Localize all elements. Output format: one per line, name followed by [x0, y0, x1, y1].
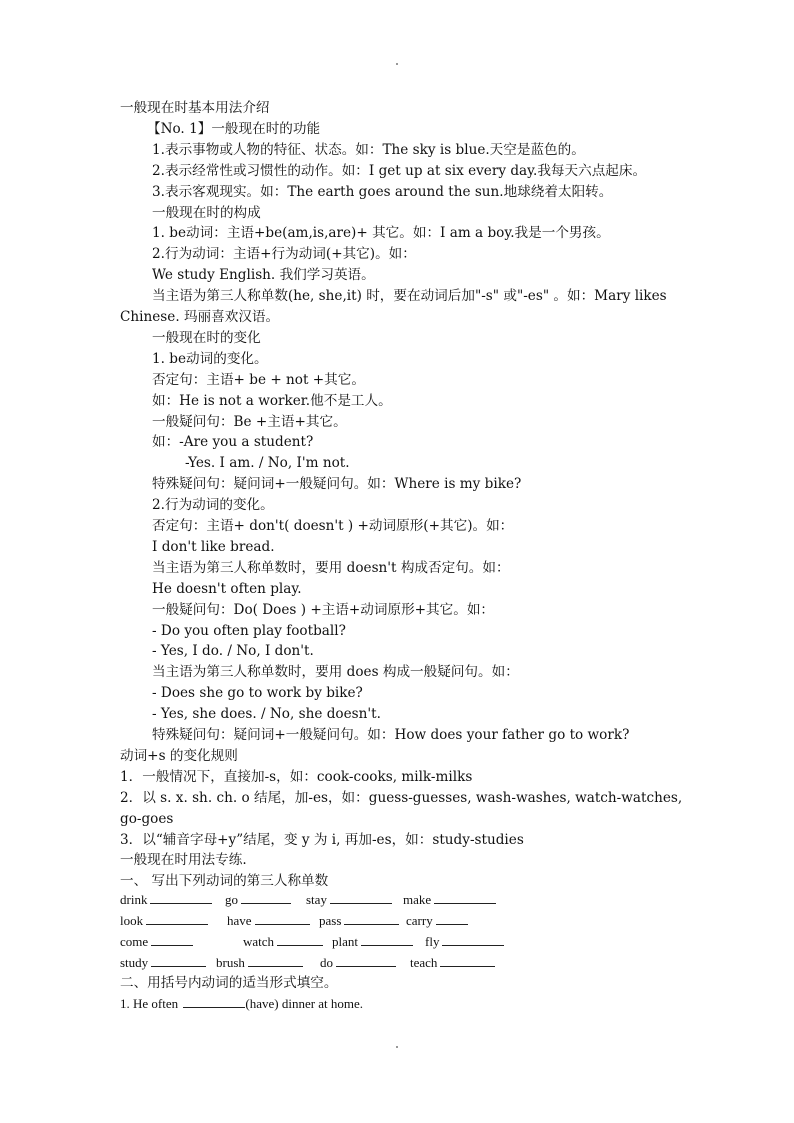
answer-blank[interactable] [151, 954, 206, 967]
verb-word: come [120, 934, 149, 949]
verb-blank-item [406, 911, 468, 931]
text-line: 2.行为动词：主语+行为动词(+其它)。如： [152, 246, 416, 263]
answer-blank[interactable] [151, 933, 193, 946]
verb-blank-item [332, 932, 413, 952]
verb-blank-item [120, 953, 206, 973]
answer-blank[interactable] [277, 933, 323, 946]
verb-word: do [320, 955, 333, 970]
text-line: 一般疑问句：Do( Does ) +主语+动词原形+其它。如： [152, 601, 495, 618]
verb-blank-item [320, 953, 396, 973]
answer-blank[interactable] [255, 912, 310, 925]
answer-blank[interactable] [434, 891, 496, 904]
text-line: 1．一般情况下，直接加-s，如：cook-cooks, milk-milks [120, 768, 473, 785]
verb-blank-item [306, 890, 392, 910]
question-1-verb: (have) [245, 996, 279, 1011]
verb-blank-item [225, 890, 291, 910]
verb-blank-item [410, 953, 495, 973]
text-line: 当主语为第三人称单数时，要用 doesn't 构成否定句。如： [152, 559, 510, 576]
verb-blank-item [319, 911, 399, 931]
verb-word: fly [425, 934, 440, 949]
text-line: 特殊疑问句：疑问词+一般疑问句。如：How does your father go to work? [152, 727, 630, 743]
text-line: 2.表示经常性或习惯性的动作。如：I get up at six every day.我每天六点起床。 [152, 162, 647, 179]
text-line: 一般现在时基本用法介绍 [120, 100, 270, 116]
text-line: 3．以“辅音字母+y”结尾，变 y 为 i, 再加-es，如：study-studies [120, 831, 524, 848]
answer-blank[interactable] [248, 954, 303, 967]
verb-word: look [120, 913, 144, 928]
verb-blank-item [243, 932, 323, 952]
verb-word: pass [319, 913, 342, 928]
verb-blank-item [227, 911, 310, 931]
verb-word: study [120, 955, 149, 970]
text-line: 否定句：主语+ be + not +其它。 [152, 371, 365, 388]
answer-blank[interactable] [436, 912, 468, 925]
verb-blank-item [216, 953, 303, 973]
text-line: We study English. 我们学习英语。 [152, 267, 375, 284]
text-line: Chinese. 玛丽喜欢汉语。 [120, 309, 280, 325]
text-line: 一般疑问句：Be +主语+其它。 [152, 413, 347, 430]
verb-word: plant [332, 934, 358, 949]
answer-blank[interactable] [361, 933, 413, 946]
text-line: 动词+s 的变化规则 [120, 747, 238, 764]
text-line: 当主语为第三人称单数时，要用 does 构成一般疑问句。如： [152, 664, 519, 681]
verb-word: stay [306, 892, 327, 907]
text-line: 1. be动词的变化。 [152, 350, 268, 367]
answer-blank[interactable] [146, 912, 208, 925]
answer-blank[interactable] [336, 954, 396, 967]
text-line: 一般现在时的变化 [152, 329, 261, 346]
answer-blank[interactable] [241, 891, 291, 904]
answer-blank[interactable] [150, 891, 212, 904]
answer-blank[interactable] [330, 891, 392, 904]
verb-word: make [403, 892, 432, 907]
question-1 [120, 994, 363, 1014]
text-line: 1. be动词：主语+be(am,is,are)+ 其它。如：I am a boy.我是一个男孩。 [152, 225, 610, 242]
verb-word: go [225, 892, 238, 907]
text-line: 【No. 1】一般现在时的功能 [147, 120, 321, 137]
text-line: - Yes, she does. / No, she doesn't. [152, 706, 381, 723]
text-line: I don't like bread. [152, 538, 275, 555]
verb-blank-item [120, 932, 193, 952]
verb-word: teach [410, 955, 438, 970]
text-line: 一般现在时的构成 [152, 204, 261, 221]
answer-blank[interactable] [183, 995, 245, 1008]
text-line: 2.行为动词的变化。 [152, 497, 274, 514]
text-line: 一般现在时用法专练. [120, 852, 247, 869]
text-line: 如：He is not a worker.他不是工人。 [152, 392, 392, 409]
text-line: 如：-Are you a student? [152, 434, 314, 451]
footer-dot [396, 1046, 398, 1048]
text-line: - Yes, I do. / No, I don't. [152, 643, 314, 660]
text-line: 1.表示事物或人物的特征、状态。如：The sky is blue.天空是蓝色的。 [152, 141, 585, 158]
section-2-title: 二、用括号内动词的适当形式填空。 [120, 975, 338, 991]
answer-blank[interactable] [440, 954, 495, 967]
text-line: 一、 写出下列动词的第三人称单数 [120, 873, 329, 890]
verb-word: drink [120, 892, 148, 907]
text-line: - Do you often play football? [152, 622, 346, 639]
verb-blank-item [425, 932, 504, 952]
question-1-before: 1. He often [120, 996, 182, 1011]
text-line: go-goes [120, 810, 174, 827]
header-dot [396, 63, 398, 65]
verb-blank-item [120, 911, 208, 931]
text-line: - Does she go to work by bike? [152, 685, 363, 702]
verb-word: carry [406, 913, 433, 928]
text-line: -Yes. I am. / No, I'm not. [185, 455, 350, 472]
text-line: 2．以 s. x. sh. ch. o 结尾，加-es，如：guess-guesses, wash-washes, watch-watches, [120, 789, 683, 806]
text-line: 否定句：主语+ don't( doesn't ) +动词原形(+其它)。如： [152, 518, 514, 534]
verb-blank-item [403, 890, 496, 910]
text-line: 特殊疑问句：疑问词+一般疑问句。如：Where is my bike? [152, 476, 522, 493]
verb-blank-item [120, 890, 212, 910]
verb-word: watch [243, 934, 275, 949]
verb-word: have [227, 913, 252, 928]
answer-blank[interactable] [442, 933, 504, 946]
text-line: 3.表示客观现实。如：The earth goes around the sun.地球绕着太阳转。 [152, 183, 613, 200]
text-line: He doesn't often play. [152, 580, 302, 597]
answer-blank[interactable] [344, 912, 399, 925]
verb-word: brush [216, 955, 245, 970]
question-1-after: dinner at home. [278, 996, 364, 1011]
text-line: 当主语为第三人称单数(he, she,it) 时，要在动词后加"-s" 或"-es" 。如：Mary likes [152, 288, 667, 305]
